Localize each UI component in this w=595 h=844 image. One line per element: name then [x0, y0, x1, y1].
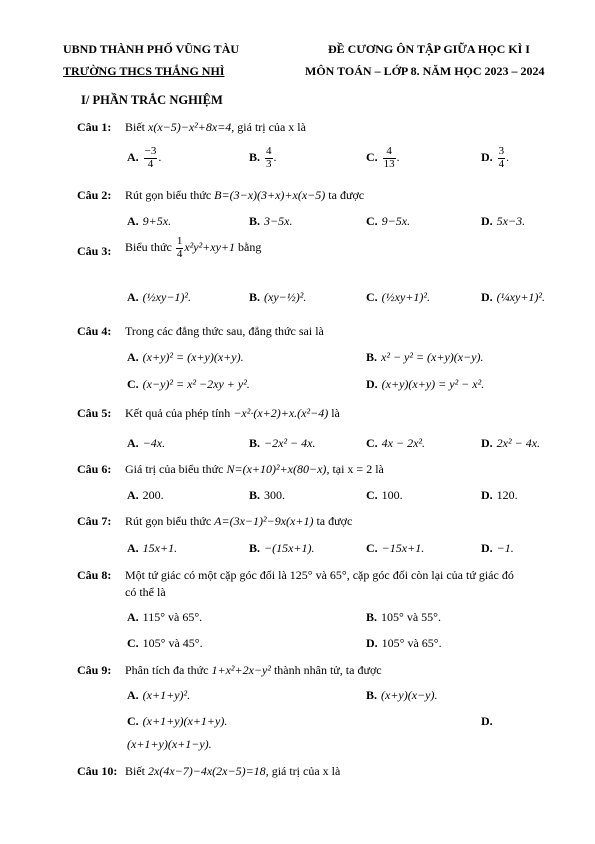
- question-3-stem: Biểu thức $\frac{1}{4}$ x²y²+xy+1 bằng: [125, 235, 262, 260]
- q7-option-a: A. 15x+1.: [127, 541, 178, 555]
- q6-option-a: A. 200.: [127, 488, 164, 502]
- q4-option-b: B. x² − y² = (x+y)(x−y).: [366, 350, 484, 364]
- question-6-stem: Giá trị của biểu thức N=(x+10)²+x(80−x), tại x = 2 là: [125, 462, 384, 476]
- q6-option-c: C. 100.: [366, 488, 403, 502]
- header-right-line2: MÔN TOÁN – LỚP 8. NĂM HỌC 2023 – 2024: [305, 64, 545, 78]
- question-9-stem: Phân tích đa thức 1+x²+2x−y² thành nhân tử, ta được: [125, 663, 382, 677]
- q9-option-b: B. (x+y)(x−y).: [366, 688, 438, 702]
- question-2: Câu 2:: [77, 188, 112, 202]
- q3-option-b: B. (xy−½)².: [249, 290, 307, 304]
- q8-option-c: C. 105° và 45°.: [127, 636, 203, 650]
- q2-option-d: D. 5x−3.: [481, 214, 526, 228]
- q5-option-b: B. −2x² − 4x.: [249, 436, 316, 450]
- q5-option-c: C. 4x − 2x².: [366, 436, 426, 450]
- q9-option-c: C. (x+1+y)(x+1+y).: [127, 714, 228, 728]
- q3-option-d: D. (¼xy+1)².: [481, 290, 546, 304]
- header-left-line1: UBND THÀNH PHỐ VŨNG TÀU: [63, 42, 240, 56]
- q3-option-a: A. (½xy−1)².: [127, 290, 192, 304]
- q4-option-a: A. (x+y)² = (x+y)(x+y).: [127, 350, 244, 364]
- q6-option-b: B. 300.: [249, 488, 286, 502]
- q9-option-d-continuation: (x+1+y)(x+1−y).: [127, 737, 212, 751]
- q5-option-a: A. −4x.: [127, 436, 166, 450]
- q2-option-b: B. 3−5x.: [249, 214, 293, 228]
- q7-option-c: C. −15x+1.: [366, 541, 425, 555]
- question-2-stem: Rút gọn biểu thức B=(3−x)(3+x)+x(x−5) ta được: [125, 188, 365, 202]
- q1-option-a: A. $\frac{-3}{4}$ .: [127, 145, 162, 170]
- question-7: Câu 7:: [77, 514, 112, 528]
- question-3: Câu 3:: [77, 244, 112, 258]
- q1-option-c: C. $\frac{4}{13}$ .: [366, 145, 400, 170]
- q2-option-c: C. 9−5x.: [366, 214, 411, 228]
- q8-option-a: A. 115° và 65°.: [127, 610, 203, 624]
- question-7-stem: Rút gọn biểu thức A=(3x−1)²−9x(x+1) ta được: [125, 514, 353, 528]
- header-right-line1: ĐỀ CƯƠNG ÔN TẬP GIỮA HỌC KÌ I: [328, 42, 530, 56]
- q3-option-c: C. (½xy+1)².: [366, 290, 431, 304]
- header-left-line2: TRƯỜNG THCS THẮNG NHÌ: [63, 64, 225, 78]
- q6-option-d: D. 120.: [481, 488, 518, 502]
- question-5-stem: Kết quả của phép tính −x²·(x+2)+x.(x²−4) là: [125, 406, 340, 420]
- q4-option-d: D. (x+y)(x+y) = y² − x².: [366, 377, 485, 391]
- question-6: Câu 6:: [77, 462, 112, 476]
- question-4-stem: Trong các đẳng thức sau, đẳng thức sai là: [125, 324, 324, 338]
- question-8-stem: Một tứ giác có một cặp góc đối là 125° và 65°, cặp góc đối còn lại của tứ giác đó: [125, 568, 514, 582]
- q7-option-d: D. −1.: [481, 541, 514, 555]
- q9-option-a: A. (x+1+y)².: [127, 688, 191, 702]
- q4-option-c: C. (x−y)² = x² −2xy + y².: [127, 377, 250, 391]
- q8-option-d: D. 105° và 65°.: [366, 636, 442, 650]
- question-1: [77, 120, 125, 135]
- question-9: Câu 9:: [77, 663, 112, 677]
- q1-option-b: B. $\frac{4}{3}$ .: [249, 145, 277, 170]
- question-10-stem: Biết 2x(4x−7)−4x(2x−5)=18, giá trị của x là: [125, 764, 341, 778]
- q1-option-d: D. $\frac{3}{4}$ .: [481, 145, 510, 170]
- question-5: Câu 5:: [77, 406, 112, 420]
- question-8-stem-line2: có thể là: [125, 585, 166, 599]
- q2-option-a: A. 9+5x.: [127, 214, 172, 228]
- section-title: I/ PHẦN TRẮC NGHIỆM: [81, 93, 223, 107]
- question-label: Câu 1:: [77, 120, 112, 134]
- q8-option-b: B. 105° và 55°.: [366, 610, 441, 624]
- question-8: Câu 8:: [77, 568, 112, 582]
- question-1-stem: Biết x(x−5)−x²+8x=4, giá trị của x là: [125, 120, 306, 134]
- question-4: Câu 4:: [77, 324, 112, 338]
- q9-option-d: D.: [481, 714, 493, 728]
- question-10: Câu 10:: [77, 764, 118, 778]
- q5-option-d: D. 2x² − 4x.: [481, 436, 541, 450]
- q7-option-b: B. −(15x+1).: [249, 541, 315, 555]
